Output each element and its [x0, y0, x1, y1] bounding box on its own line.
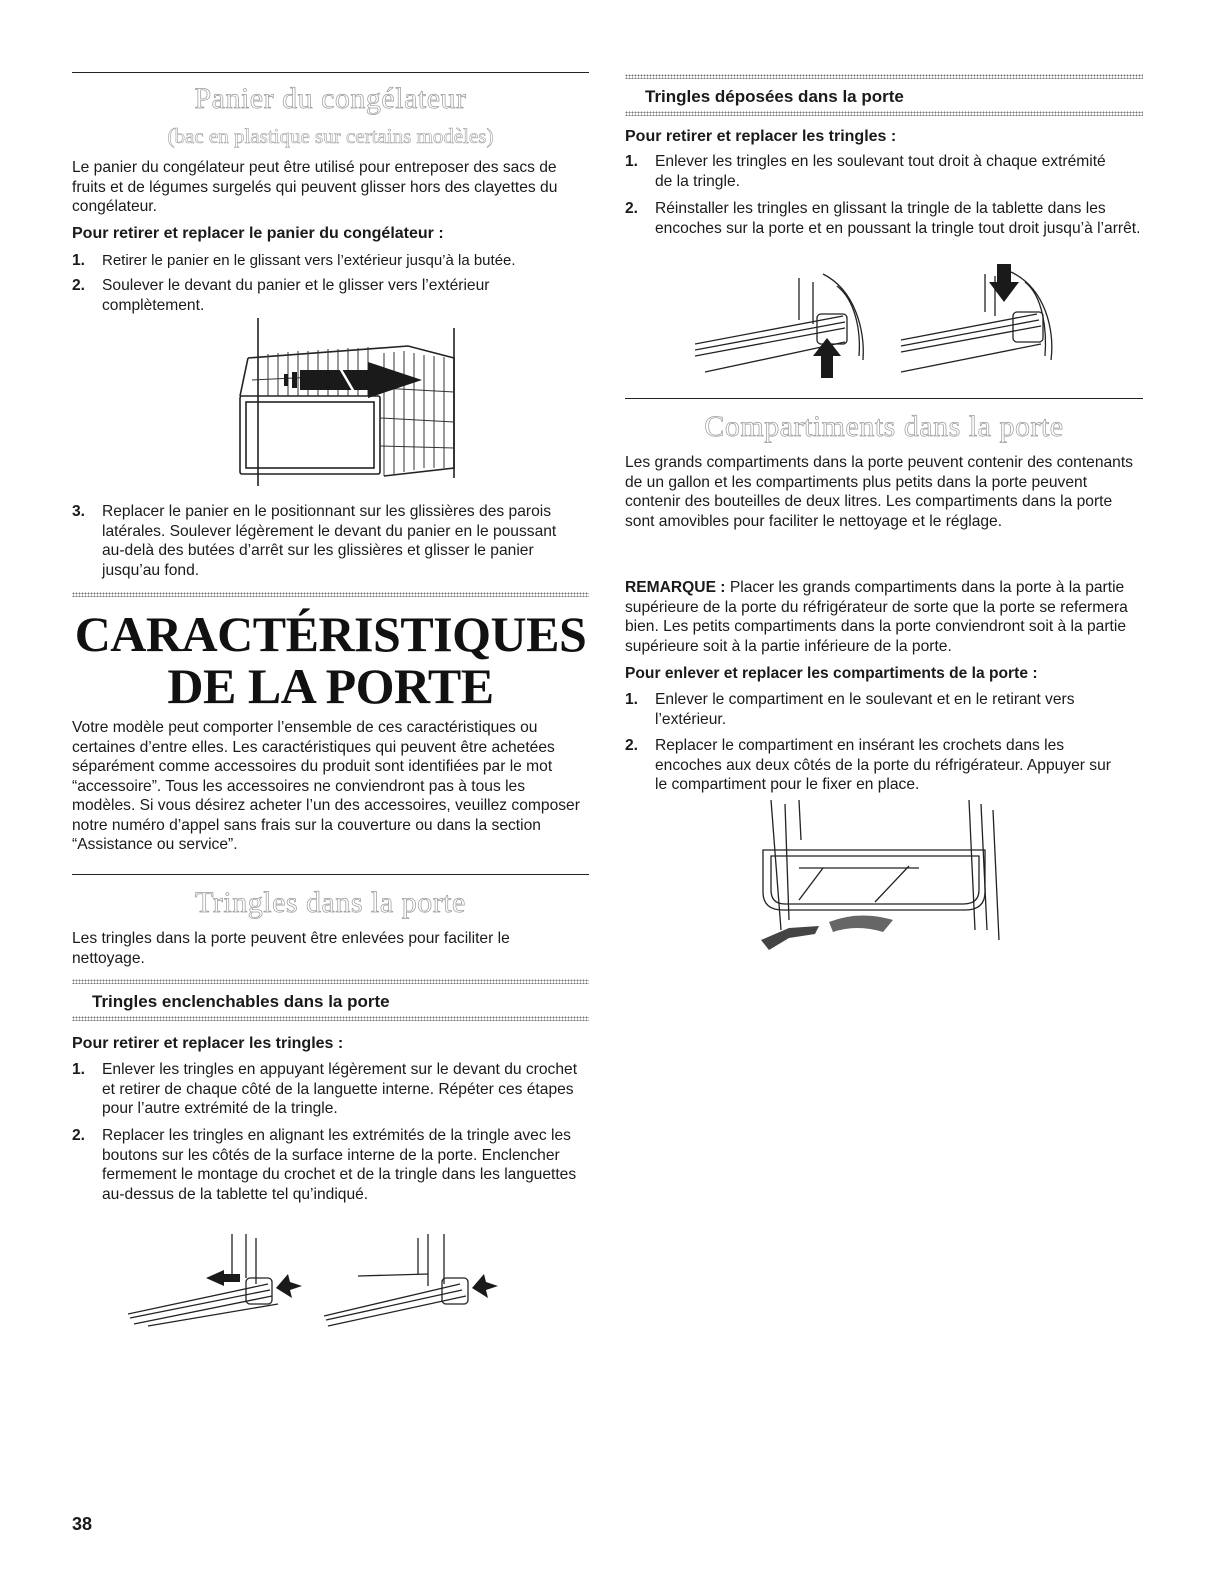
dotted-divider — [625, 74, 1143, 79]
door-rails-intro: Les tringles dans la porte peuvent être enlevées pour faciliter le nettoyage. — [72, 930, 510, 967]
step-item: 1. Retirer le panier en le glissant vers l’extérieur jusqu’à la butée. — [72, 252, 516, 269]
door-rails-title: Tringles dans la porte — [195, 886, 466, 919]
door-bins-title: Compartiments dans la porte — [704, 410, 1064, 443]
step-item: 1. Enlever le compartiment en le soulevant et en le retirant vers l’extérieur. — [625, 691, 1075, 728]
dotted-divider — [625, 111, 1143, 116]
page-number: 38 — [72, 1514, 93, 1534]
step-item: 3. Replacer le panier en le positionnant sur les glissières des parois latérales. Soulever légèrement le devant du panier en le poussant au-delà des butées d’arrêt sur les glissières et glisser le panier jusqu’au fond. — [72, 503, 557, 579]
door-features-title: CARACTÉRISTIQUES DE LA PORTE — [74, 606, 587, 714]
freezer-basket-instructions-title: Pour retirer et replacer le panier du congélateur : — [72, 225, 444, 242]
freezer-basket-subtitle: (bac en plastique sur certains modèles) — [167, 124, 494, 148]
snap-in-rails-illustration — [128, 1234, 548, 1330]
section-divider — [625, 398, 1143, 399]
dotted-divider — [72, 592, 589, 597]
section-divider — [72, 72, 589, 73]
step-item: 2. Soulever le devant du panier et le glisser vers l’extérieur complètement. — [72, 277, 490, 314]
door-features-intro: Votre modèle peut comporter l’ensemble de ces caractéristiques ou certaines d’entre elles. Les caractéristiques qui peuvent être achetées séparément comme accessoires du produit sont identifiées par le mot “accessoire”. Tous les accessoires ne conviendront pas à tous les modèles. Si vous désirez acheter l’un des accessoires, veuillez composer notre numéro d’appel sans frais sur la couverture ou dans la section “Assistance ou service”. — [72, 719, 580, 853]
step-item: 1. Enlever les tringles en les soulevant tout droit à chaque extrémité de la tringle. — [625, 153, 1106, 190]
dotted-divider — [72, 1016, 589, 1021]
rails-instructions-title: Pour retirer et replacer les tringles : — [72, 1035, 344, 1052]
step-item: 1. Enlever les tringles en appuyant légèrement sur le devant du crochet et retirer de chaque côté de la languette interne. Répéter ces étapes pour l’autre extrémité de la tringle. — [72, 1061, 578, 1117]
freezer-basket-intro: Le panier du congélateur peut être utilisé pour entreposer des sacs de fruits et de légumes surgelés qui peuvent glisser hors des clayettes du congélateur. — [72, 159, 558, 215]
freezer-basket-title: Panier du congélateur — [194, 82, 467, 115]
drop-in-rails-illustration — [695, 260, 1075, 384]
section-divider — [72, 874, 589, 875]
pull-out-arrow-icon — [284, 362, 422, 398]
step-item: 2. Replacer les tringles en alignant les extrémités de la tringle avec les boutons sur les côtés de la surface interne de la porte. Enclencher fermement le montage du crochet et de la tringle dans les languettes au-dessus de la tablette tel qu’indiqué. — [72, 1127, 577, 1203]
dotted-divider — [72, 979, 589, 984]
step-item: 2. Réinstaller les tringles en glissant la tringle de la tablette dans les encoches sur la porte et en poussant la tringle tout droit jusqu’à l’arrêt. — [625, 200, 1141, 237]
press-down-arrow-icon — [989, 264, 1019, 302]
drop-in-instructions-title: Pour retirer et replacer les tringles : — [625, 128, 897, 145]
door-bin-illustration — [759, 800, 1005, 962]
step-item: 2. Replacer le compartiment en insérant les crochets dans les encoches aux deux côtés de la porte du réfrigérateur. Appuyer sur le compartiment pour le fixer en place. — [625, 737, 1111, 793]
door-bins-instructions-title: Pour enlever et replacer les compartiments de la porte : — [625, 665, 1038, 682]
door-bins-note: REMARQUE : Placer les grands compartiments dans la porte à la partie supérieure de la porte du réfrigérateur de sorte que la porte se refermera bien. Les petits compartiments dans la porte conviendront soit à la partie supérieure soit à la partie inférieure de la porte. — [625, 579, 1128, 655]
freezer-basket-illustration — [208, 318, 468, 486]
snap-in-rails-title: Tringles enclenchables dans la porte — [92, 992, 390, 1011]
drop-in-rails-title: Tringles déposées dans la porte — [645, 87, 904, 106]
door-bins-intro: Les grands compartiments dans la porte peuvent contenir des contenants de un gallon et les compartiments plus petits dans la porte peuvent contenir des bouteilles de deux litres. Les compartiments dans la porte sont amovibles pour faciliter le nettoyage et le réglage. — [625, 454, 1133, 530]
